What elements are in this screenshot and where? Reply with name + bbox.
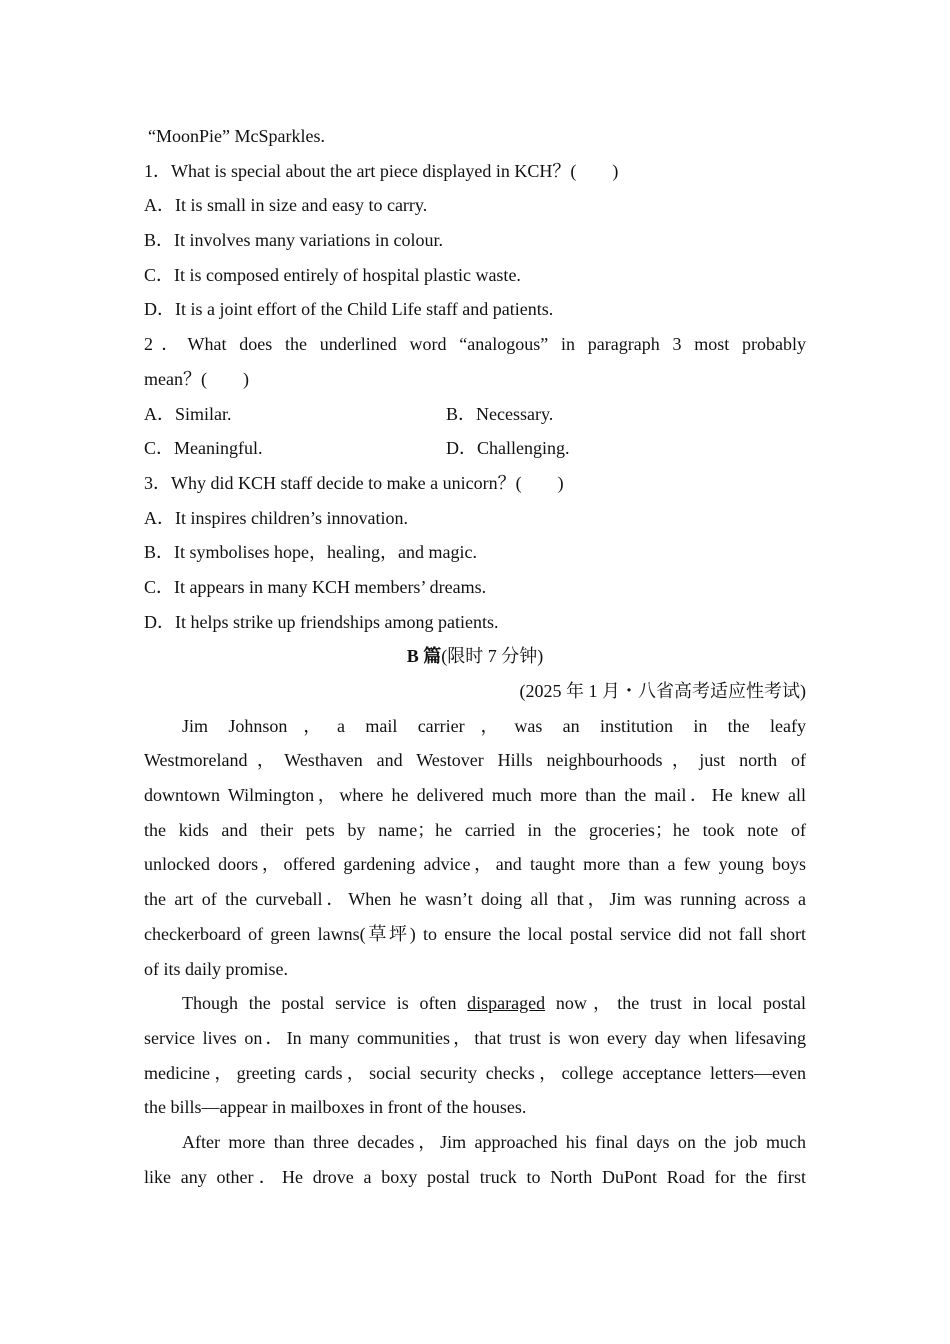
paragraph-1 [144,709,806,987]
paragraph-2 [144,986,806,1125]
question-3-stem: 3．Why did KCH staff decide to make a unicorn？( ) [144,472,564,493]
q3-option-a: A．It inspires children’s innovation. [144,507,408,528]
para1-line: Westmoreland，Westhaven and Westover Hills neighbourhoods，just north of [144,750,806,771]
paragraph-3 [144,1125,806,1194]
para1-line: Jim Johnson，a mail carrier，was an institution in the leafy [182,715,806,736]
para1-line: of its daily promise. [144,958,288,979]
q2-option-d: D．Challenging. [446,438,570,459]
para1-line: unlocked doors，offered gardening advice，and taught more than a few young boys [144,854,806,875]
para1-line: the kids and their pets by name；he carried in the groceries；he took note of [144,819,806,840]
para2-text: Though the postal service is often [182,993,457,1014]
section-time-limit: (限时 7 分钟) [441,646,544,667]
q1-option-d: D．It is a joint effort of the Child Life staff and patients. [144,299,554,320]
question-1-stem: 1．What is special about the art piece displayed in KCH？( ) [144,160,619,181]
q2-option-a: A．Similar. [144,403,232,424]
q2-options-row-1 [144,397,806,432]
section-source: (2025 年 1 月・八省高考适应性考试) [519,681,806,701]
q3-option-d: D．It helps strike up friendships among patients. [144,611,499,632]
intro-line: “MoonPie” McSparkles. [148,126,325,146]
para3-line: After more than three decades，Jim approached his final days on the job much [182,1131,806,1152]
q2-option-b: B．Necessary. [446,403,554,424]
q1-option-a: A．It is small in size and easy to carry. [144,195,428,216]
para2-line: service lives on．In many communities，that trust is won every day when lifesaving [144,1027,806,1048]
para2-line [144,986,806,1021]
question-2-stem-line1: 2．What does the underlined word “analogous” in paragraph 3 most probably [144,334,806,355]
para2-text: now，the trust in local postal [555,993,806,1014]
para2-line: the bills—appear in mailboxes in front of the houses. [144,1097,527,1118]
para3-line: like any other．He drove a boxy postal truck to North DuPont Road for the first [144,1166,806,1187]
para1-line: the art of the curveball．When he wasn’t doing all that，Jim was running across a [144,889,806,910]
q1-option-b: B．It involves many variations in colour. [144,230,443,251]
q1-option-c: C．It is composed entirely of hospital plastic waste. [144,264,521,285]
q2-option-c: C．Meaningful. [144,438,263,459]
para2-line: medicine，greeting cards，social security checks，college acceptance letters—even [144,1062,806,1083]
section-label: B 篇 [406,646,442,667]
underlined-word: disparaged [467,993,546,1014]
para1-line: downtown Wilmington，where he delivered much more than the mail．He knew all [144,785,806,806]
section-heading [144,639,806,674]
page-content [144,119,806,1194]
q2-options-row-2 [144,431,806,466]
q3-option-c: C．It appears in many KCH members’ dreams. [144,576,487,597]
question-2-stem-line2: mean？( ) [144,368,249,389]
para1-line: checkerboard of green lawns(草坪) to ensure the local postal service did not fall short [144,923,806,944]
q3-option-b: B．It symbolises hope，healing，and magic. [144,542,477,563]
